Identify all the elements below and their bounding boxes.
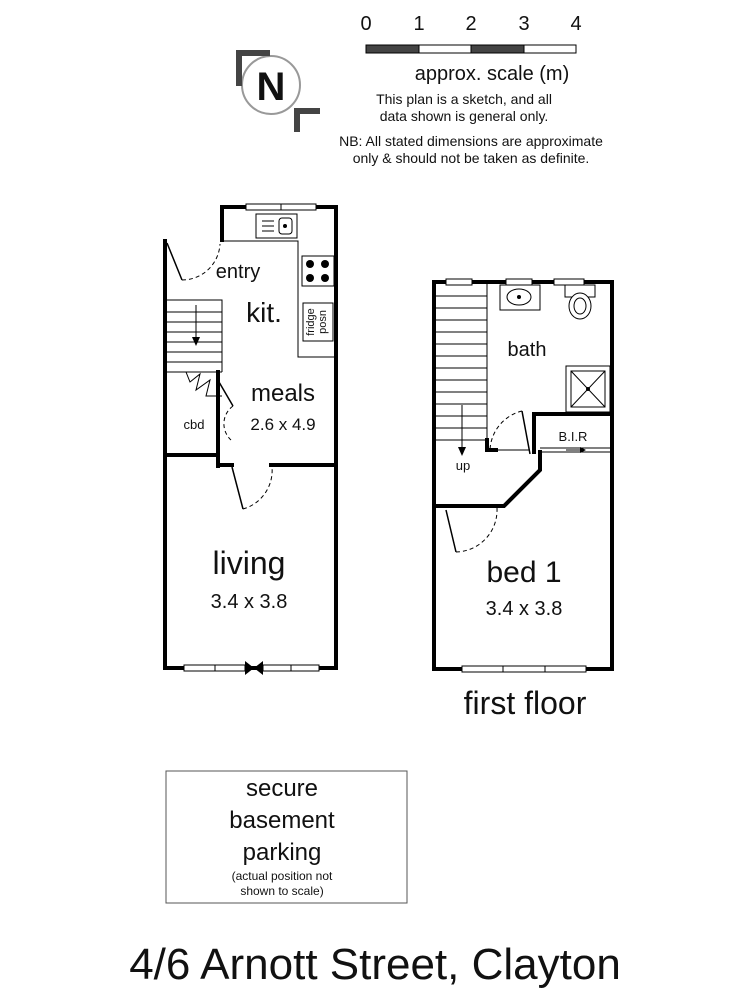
cbd-label: cbd xyxy=(183,417,205,432)
ground-floor-plan xyxy=(165,204,336,675)
first-floor-window-2 xyxy=(506,279,532,285)
entry-label: entry xyxy=(215,261,261,283)
nb-line-2: only & should not be taken as definite. xyxy=(352,150,590,166)
parking-box xyxy=(166,771,407,903)
cooktop-icon xyxy=(302,256,334,286)
meals-dimensions: 2.6 x 4.9 xyxy=(250,415,316,434)
bed-door xyxy=(446,508,497,552)
first-floor-title: first floor xyxy=(463,685,587,721)
bath-label: bath xyxy=(507,339,547,361)
fridge-label-2: posn xyxy=(317,310,329,334)
scale-tick-4: 4 xyxy=(570,13,582,35)
scale-tick-2: 2 xyxy=(465,13,477,35)
first-staircase xyxy=(436,284,487,473)
kitchen-label: kit. xyxy=(246,297,282,328)
parking-note-2: shown to scale) xyxy=(240,884,324,898)
nb-line-1: NB: All stated dimensions are approximate xyxy=(339,133,603,149)
cupboard xyxy=(167,372,233,466)
bed-label: bed 1 xyxy=(486,556,562,589)
living-door xyxy=(232,467,272,509)
fridge-label-1: fridge xyxy=(305,308,317,336)
entry-door xyxy=(167,243,220,280)
sink-icon xyxy=(256,214,297,238)
built-in-robe xyxy=(540,429,612,453)
parking-line-1: secure xyxy=(245,775,319,802)
stairs-up-label: up xyxy=(455,458,471,473)
disclaimer-line-1: This plan is a sketch, and all xyxy=(376,91,552,107)
scale-unit-label: approx. scale (m) xyxy=(414,63,570,85)
first-floor-window-3 xyxy=(554,279,584,285)
first-floor-plan xyxy=(434,279,612,721)
scale-segment-dark-1 xyxy=(366,45,419,53)
scale-segment-light-1 xyxy=(419,45,471,53)
address-title: 4/6 Arnott Street, Clayton xyxy=(129,940,621,989)
living-label: living xyxy=(212,545,286,581)
living-window xyxy=(184,661,319,675)
compass-letter: N xyxy=(256,65,286,109)
parking-line-3: parking xyxy=(242,839,322,866)
parking-line-2: basement xyxy=(229,807,335,834)
toilet-icon xyxy=(565,285,595,319)
bath-door xyxy=(490,411,530,454)
scale-bar xyxy=(339,13,603,166)
scale-tick-0: 0 xyxy=(360,13,372,35)
meals-label: meals xyxy=(250,380,316,407)
disclaimer-line-2: data shown is general only. xyxy=(379,108,549,124)
scale-segment-light-2 xyxy=(524,45,576,53)
basin-icon xyxy=(500,285,540,310)
bed-dimensions: 3.4 x 3.8 xyxy=(485,598,563,620)
fridge-position xyxy=(303,303,333,341)
shower-icon xyxy=(566,366,610,412)
ground-staircase xyxy=(167,300,222,396)
scale-tick-1: 1 xyxy=(413,13,425,35)
living-dimensions: 3.4 x 3.8 xyxy=(210,591,288,613)
scale-segment-dark-2 xyxy=(471,45,524,53)
north-compass-icon xyxy=(236,50,320,132)
first-floor-window-1 xyxy=(446,279,472,285)
scale-tick-3: 3 xyxy=(518,13,530,35)
bir-label: B.I.R xyxy=(558,429,588,444)
bed-window xyxy=(462,666,586,672)
parking-note-1: (actual position not xyxy=(231,869,333,883)
